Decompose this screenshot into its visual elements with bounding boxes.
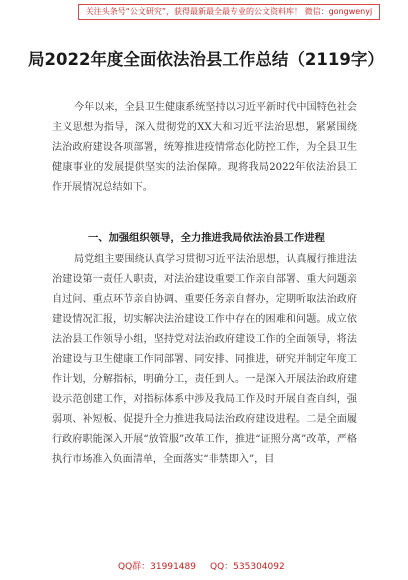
footer <box>0 558 408 576</box>
footer-qq-group: QQ群：31991489 <box>118 562 196 572</box>
document-title: 局2022年度全面依法治县工作总结（2119字） <box>28 50 384 69</box>
footer-qq-contact: QQ：535304092 <box>210 562 285 572</box>
section-body-paragraph: 局党组主要围绕认真学习贯彻习近平法治思想，认真履行推进法治建设第一责任人职责，对法治建设重要工作亲自部署、重大问题亲自过问、重点环节亲自协调、重要任务亲自督办，定期听取法治政府建设情况汇报，切实解决法治建设工作中存在的困难和问题。成立依法治县工作领导小组，坚持党对法治政府建设工作的全面领导，将法治建设与卫生健康工作同部署、同安排、同推进，研究并制定年度工作计划，分解指标，明确分工，责任到人。一是深入开展法治政府建设示范创建工作，对指标体系中涉及我局工作及时开展自查自纠，强弱项、补短板、促提升全力推进我局法治政府建设进程。二是全面履行政府职能深入开展“放管服”改革工作，推进“证照分离”改革，严格执行市场准入负面清单，全面落实“非禁即入”，目 <box>52 254 357 465</box>
intro-paragraph: 今年以来，全县卫生健康系统坚持以习近平新时代中国特色社会主义思想为指导，深入贯彻党的XX大和习近平法治思想，紧紧围绕法治政府建设各项部署，统筹推进疫情常态化防控工作，为全县卫生健康事业的发展提供坚实的法治保障。现将我局2022年依法治县工作开展情况总结如下。 <box>52 102 357 193</box>
section-heading: 一、加强组织领导，全力推进我局依法治县工作进程 <box>88 232 325 244</box>
header-banner: 关注头条号“公文研究”，获得最新最全最专业的公文资料库！ 微信：gongwenyj <box>78 4 380 20</box>
